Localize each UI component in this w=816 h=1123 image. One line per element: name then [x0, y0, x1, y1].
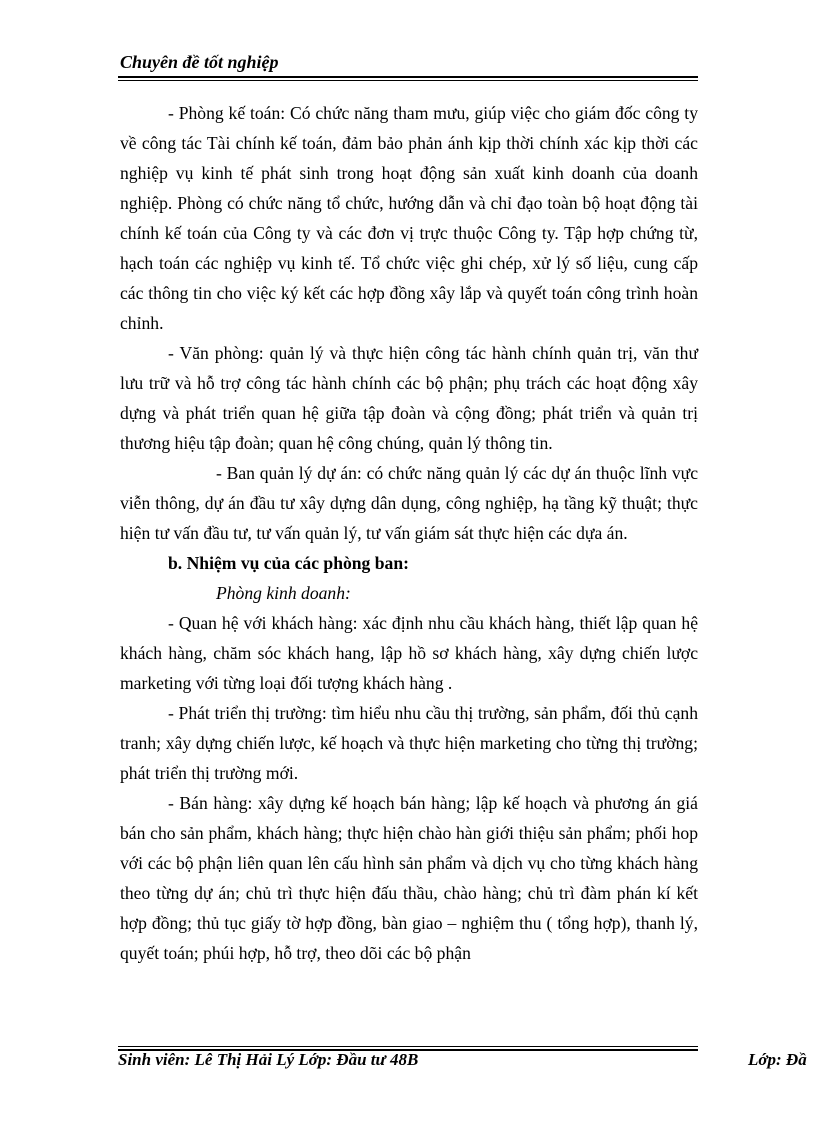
page-header-title: Chuyên đề tốt nghiệp — [120, 52, 279, 72]
document-body — [120, 98, 698, 968]
paragraph-market-development: - Phát triển thị trường: tìm hiểu nhu cầu thị trường, sản phẩm, đối thủ cạnh tranh; xây dựng chiến lược, kế hoạch và thực hiện marketing cho từng thị trường; phát triển thị trường mới. — [120, 703, 698, 783]
paragraph-office: - Văn phòng: quản lý và thực hiện công tác hành chính quản trị, văn thư lưu trữ và hỗ trợ công tác hành chính các bộ phận; phụ trách các hoạt động xây dựng và phát triển quan hệ giữa tập đoàn và cộng đồng; phát triển và quản trị thương hiệu tập đoàn; quan hệ công chúng, quản lý thông tin. — [120, 343, 698, 453]
subheading-sales-dept: Phòng kinh doanh: — [216, 583, 351, 603]
paragraph-project-board: - Ban quản lý dự án: có chức năng quản lý các dự án thuộc lĩnh vực viễn thông, dự án đầu tư xây dựng dân dụng, công nghiệp, hạ tầng kỹ thuật; thực hiện tư vấn đầu tư, tư vấn quản lý, tư vấn giám sát thực hiện các dựa án. — [120, 463, 698, 543]
paragraph-customer-relations: - Quan hệ với khách hàng: xác định nhu cầu khách hàng, thiết lập quan hệ khách hàng, chăm sóc khách hang, lập hồ sơ khách hàng, xây dựng chiến lược marketing với từng loại đối tượng khách hàng . — [120, 613, 698, 693]
header-divider-thin — [118, 80, 698, 81]
footer-divider-thin — [118, 1046, 698, 1047]
footer-student-info: Sinh viên: Lê Thị Hải Lý Lớp: Đầu tư 48B — [118, 1050, 419, 1069]
footer-class-info: Lớp: Đầ — [748, 1050, 807, 1069]
header-divider — [118, 76, 698, 78]
section-heading-duties: b. Nhiệm vụ của các phòng ban: — [168, 553, 409, 573]
paragraph-accounting-dept: - Phòng kế toán: Có chức năng tham mưu, giúp việc cho giám đốc công ty về công tác Tài chính kế toán, đảm bảo phản ánh kịp thời chính xác kịp thời các nghiệp vụ kinh tế phát sinh trong hoạt động sản xuất kinh doanh của doanh nghiệp. Phòng có chức năng tổ chức, hướng dẫn và chỉ đạo toàn bộ hoạt động tài chính kế toán của Công ty và các đơn vị trực thuộc Công ty. Tập hợp chứng từ, hạch toán các nghiệp vụ kinh tế. Tổ chức việc ghi chép, xử lý số liệu, cung cấp các thông tin cho việc ký kết các hợp đồng xây lắp và quyết toán công trình hoàn chỉnh. — [120, 103, 698, 333]
paragraph-sales: - Bán hàng: xây dựng kế hoạch bán hàng; lập kế hoạch và phương án giá bán cho sản phẩm, khách hàng; thực hiện chào hàn giới thiệu sản phẩm; phối hop với các bộ phận liên quan lên cấu hình sản phẩm và dịch vụ cho từng khách hàng theo từng dự án; chủ trì thực hiện đấu thầu, chào hàng; chủ trì đàm phán kí kết hợp đồng; thủ tục giấy tờ hợp đồng, bàn giao – nghiệm thu ( tổng hợp), thanh lý, quyết toán; phúi hợp, hỗ trợ, theo dõi các bộ phận — [120, 793, 698, 963]
